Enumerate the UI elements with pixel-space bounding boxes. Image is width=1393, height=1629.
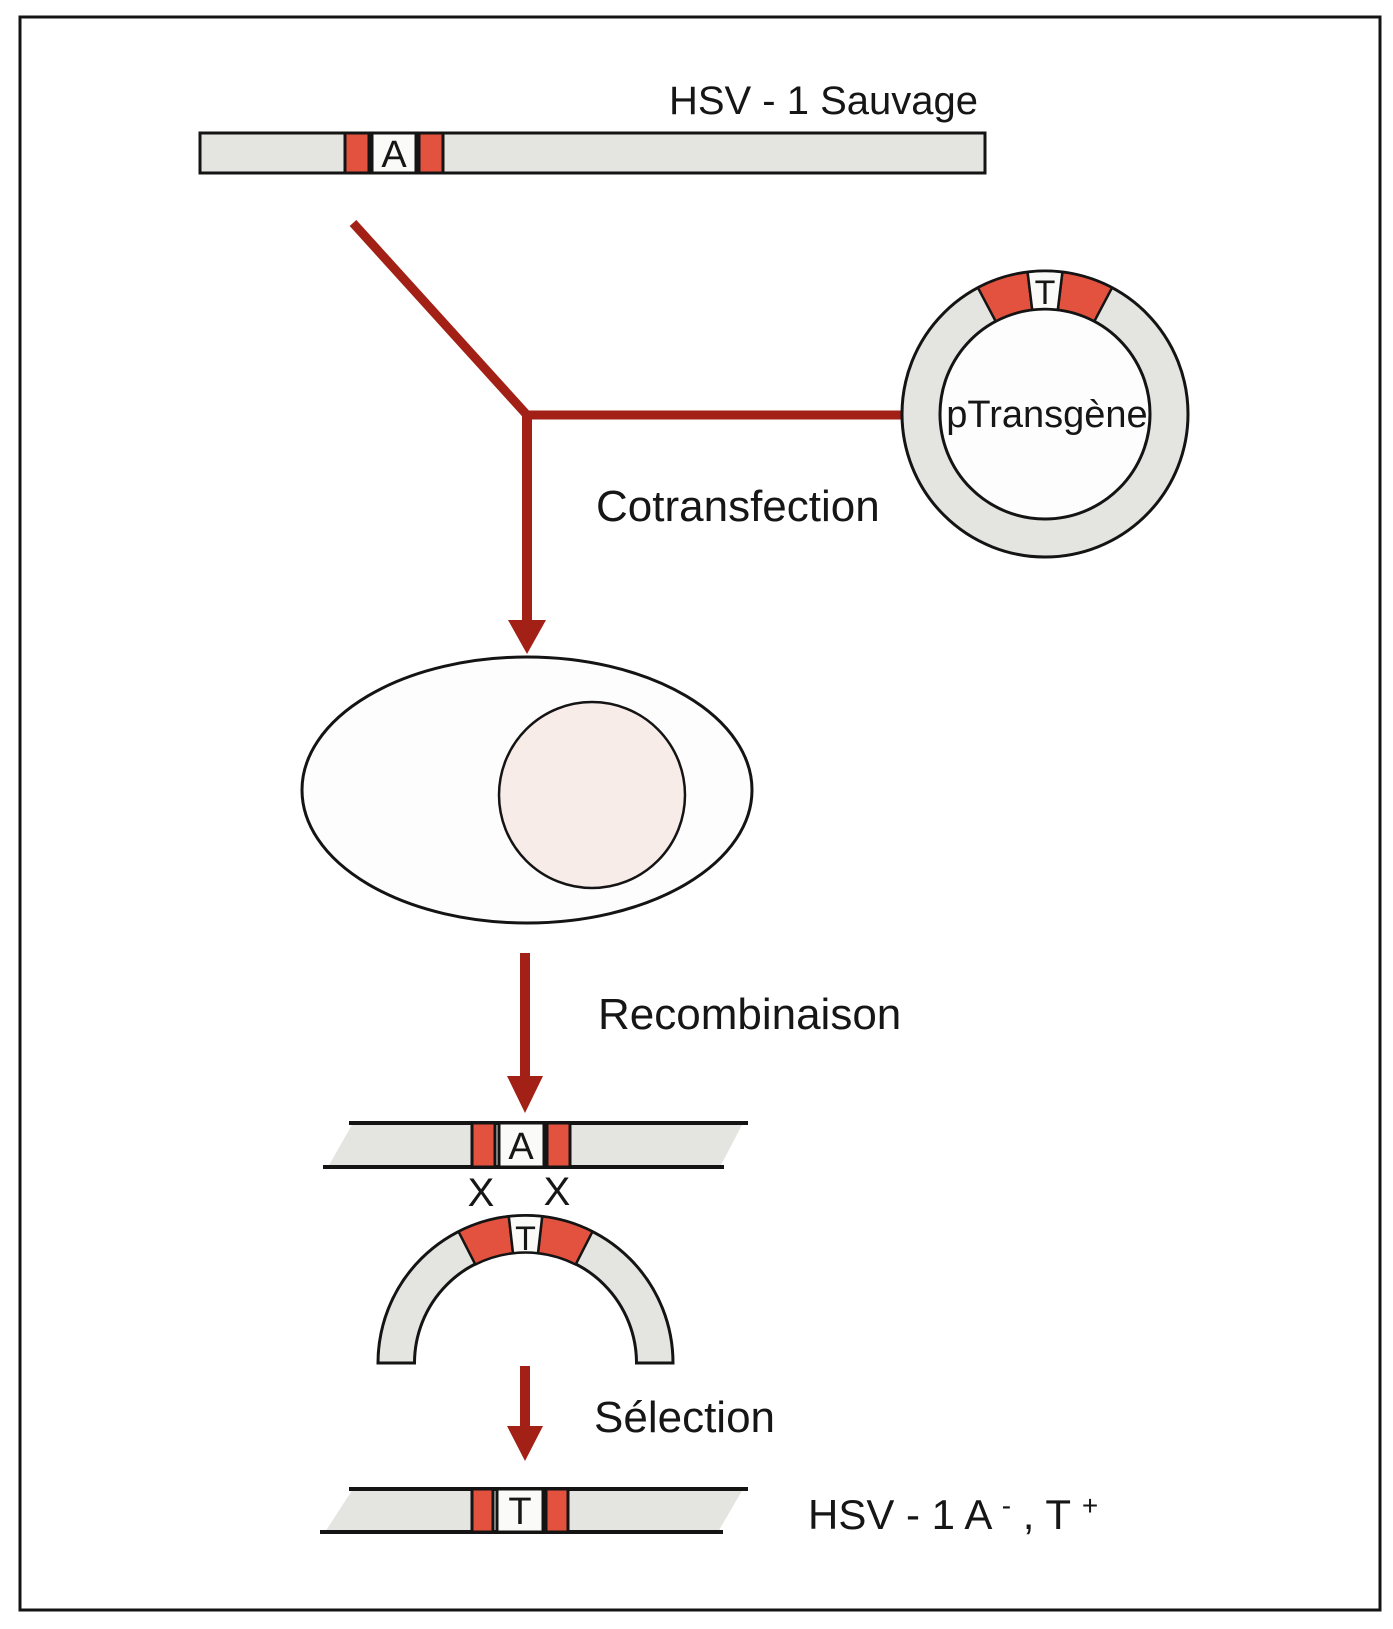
gene-a-letter: A <box>381 134 407 176</box>
plasmid-label: pTransgène <box>946 394 1148 436</box>
arrowhead-cotransfection <box>508 620 546 654</box>
result-label-sup-minus: - <box>1001 1490 1012 1521</box>
intermediate-flank-left <box>472 1123 495 1167</box>
wild-type-genome-bar <box>200 133 985 176</box>
result-label-sup-plus: + <box>1081 1490 1099 1521</box>
intermediate-gene-a-letter: A <box>508 1126 534 1168</box>
arrowhead-recombination <box>507 1076 543 1113</box>
wild-type-title: HSV - 1 Sauvage <box>668 79 978 123</box>
recombinant-gene-t-letter: T <box>508 1491 532 1533</box>
cotransfection-arrows <box>353 223 902 654</box>
step-label-selection: Sélection <box>594 1393 776 1442</box>
flank-segment-right <box>419 133 443 173</box>
intermediate-flank-right <box>547 1123 570 1167</box>
cell-nucleus <box>499 702 685 888</box>
result-label-middle: , T <box>1022 1491 1071 1538</box>
recombinant-flank-right <box>546 1489 568 1532</box>
genome-bar-body <box>200 133 985 173</box>
cell <box>302 657 752 923</box>
step-label-recombination: Recombinaison <box>598 990 902 1039</box>
intermediate-genome-bar <box>323 1123 748 1168</box>
result-label <box>808 1477 1098 1538</box>
plasmid <box>902 271 1188 557</box>
selection-arrow <box>507 1366 543 1461</box>
flank-segment-left <box>345 133 369 173</box>
half-ring-gene-t-letter: T <box>515 1220 536 1258</box>
arrow-line-from-genome <box>353 223 527 415</box>
recombination-arrow <box>507 953 543 1113</box>
plasmid-half-ring <box>378 1215 673 1363</box>
arrowhead-selection <box>507 1426 543 1461</box>
step-label-cotransfection: Cotransfection <box>596 482 880 531</box>
recombinant-genome-bar <box>320 1489 748 1533</box>
crossover-mark-left: X <box>467 1171 495 1215</box>
plasmid-gene-t-letter: T <box>1034 274 1056 312</box>
recombinant-flank-left <box>472 1489 493 1532</box>
crossover-mark-right: X <box>543 1170 571 1214</box>
result-label-prefix: HSV - 1 A <box>808 1491 991 1538</box>
